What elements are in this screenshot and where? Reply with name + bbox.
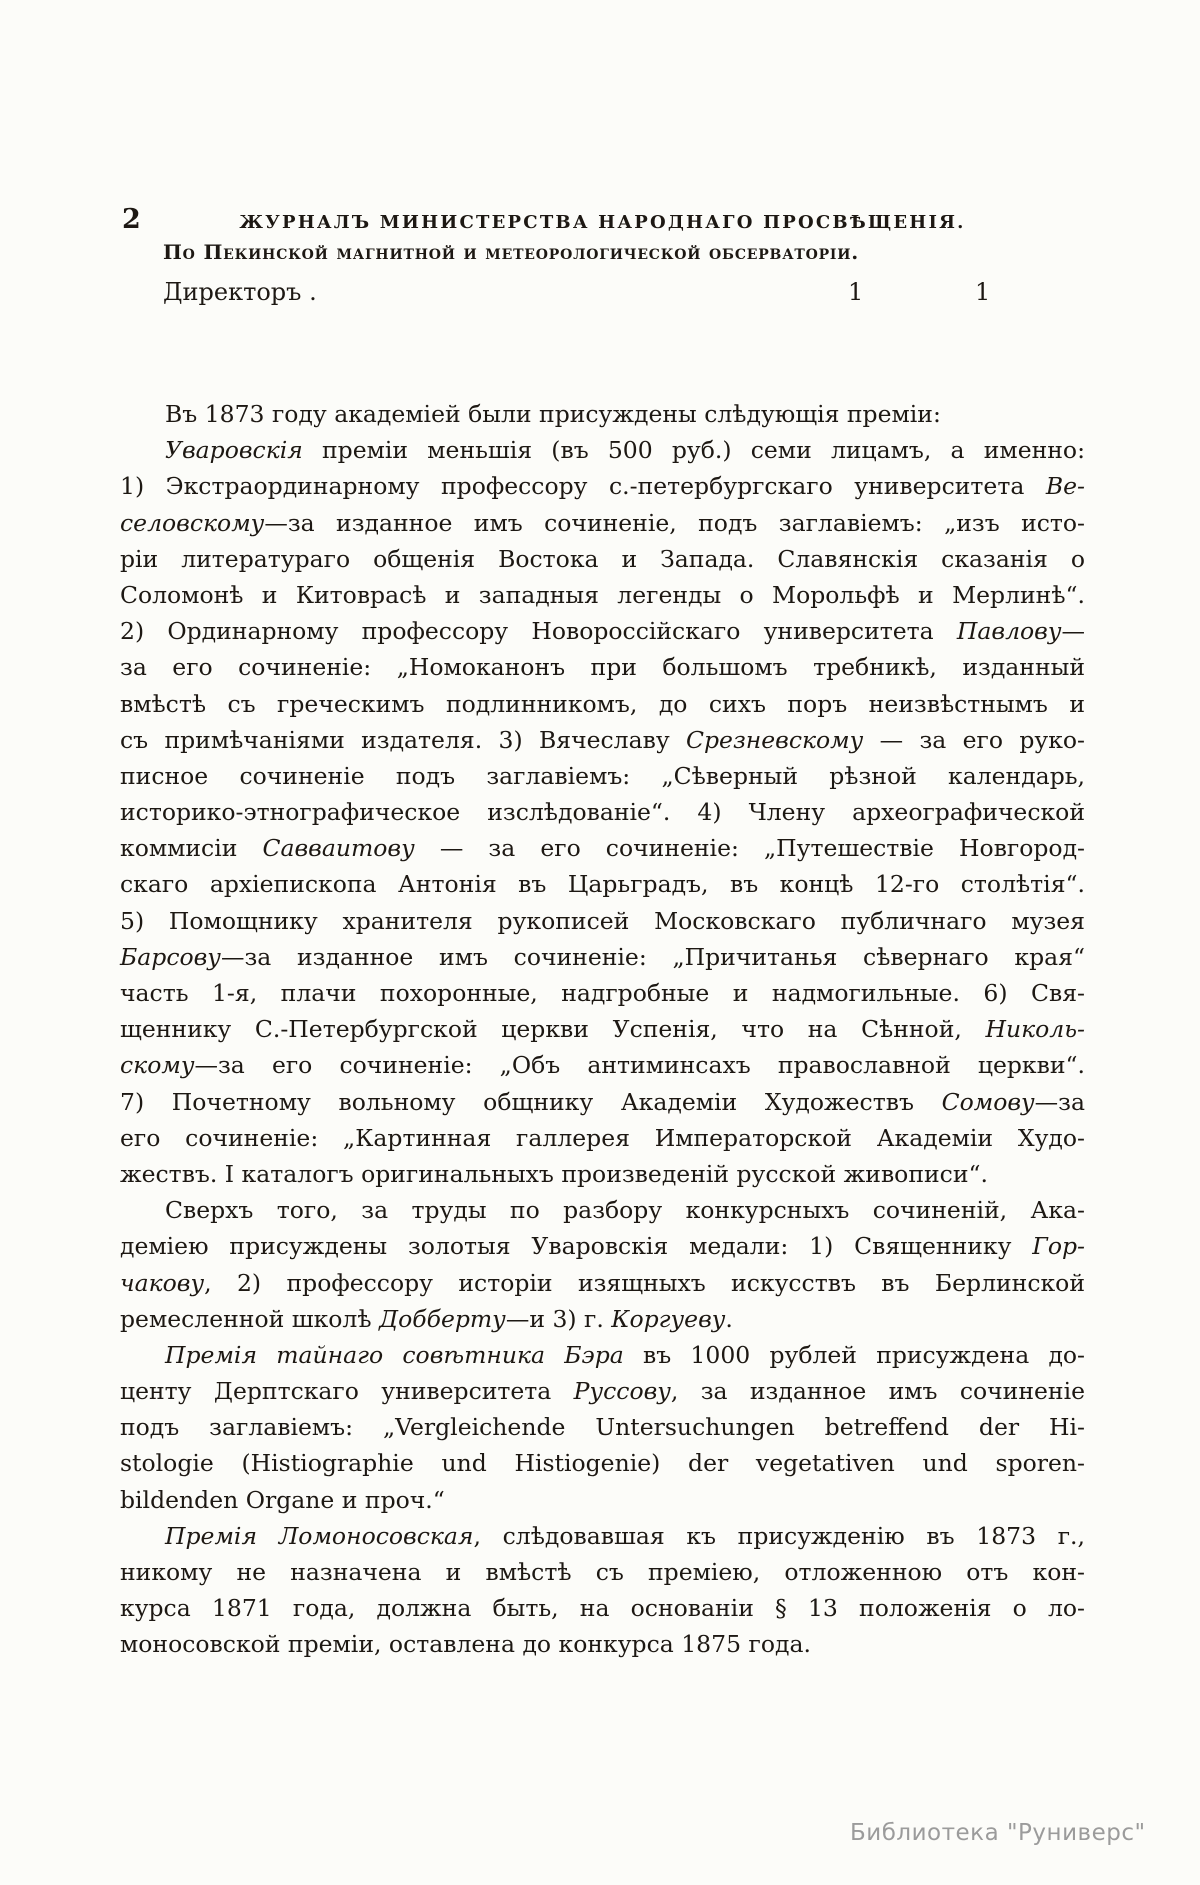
text-line <box>120 1265 1085 1301</box>
body-text-segment: съ примѣчаніями издателя. 3) Вячеславу <box>120 725 687 754</box>
italic-text: Премія тайнаго совѣтника Бэра <box>165 1340 624 1369</box>
body-text-segment: — за его руко- <box>863 725 1085 754</box>
body-text-segment: писное сочиненіе подъ заглавіемъ: „Сѣверный рѣзной календарь, <box>120 761 1085 790</box>
body-text-segment: , слѣдовавшая къ присужденію въ 1873 г., <box>473 1521 1085 1550</box>
text-line <box>120 1518 1085 1554</box>
text-line <box>120 1626 1085 1662</box>
text-line <box>120 396 1085 432</box>
text-line <box>120 577 1085 613</box>
text-line <box>120 1011 1085 1047</box>
italic-text: Савваитову <box>262 834 415 863</box>
body-text-segment: —за <box>1034 1087 1085 1116</box>
body-text-segment: въ 1000 рублей присуждена до- <box>623 1340 1085 1369</box>
body-text-segment: —и 3) г. <box>505 1304 612 1333</box>
body-text-segment: историко-этнографическое изслѣдованіе“. 4) Члену археографической <box>120 798 1085 827</box>
text-line <box>120 866 1085 902</box>
body-text-segment: жествъ. I каталогъ оригинальныхъ произведеній русской живописи“. <box>120 1159 988 1188</box>
body-text-segment: , за изданное имъ сочиненіе <box>670 1377 1085 1406</box>
body-text-segment: центу Дерптскаго университета <box>120 1377 574 1406</box>
body-text-segment: его сочиненіе: „Картинная галлерея Императорской Академіи Худо- <box>120 1123 1085 1152</box>
italic-text: Уваровскія <box>165 436 303 465</box>
italic-text: Ве- <box>1045 472 1085 501</box>
body-text-segment: 5) Помощнику хранителя рукописей Московскаго публичнаго музея <box>120 906 1085 935</box>
text-line <box>120 1590 1085 1626</box>
text-line <box>120 830 1085 866</box>
body-text-segment: никому не назначена и вмѣстѣ съ преміею, отложенною отъ кон- <box>120 1558 1085 1586</box>
text-line <box>120 1156 1085 1192</box>
italic-text: Руссову <box>573 1377 671 1406</box>
body-text-segment: деміею присуждены золотыя Уваровскія медали: 1) Священнику <box>120 1232 1033 1261</box>
body-text-segment: курса 1871 года, должна быть, на основаніи § 13 положенія о ло- <box>120 1594 1085 1623</box>
italic-text: Сомову <box>941 1087 1035 1116</box>
italic-text: Павлову <box>956 617 1062 646</box>
body-text-segment: ремесленной школѣ <box>120 1304 379 1333</box>
text-line <box>120 1084 1085 1120</box>
text-line <box>120 468 1085 504</box>
italic-text: Николь- <box>985 1015 1085 1044</box>
body-text-segment: bildenden Organe и проч.“ <box>120 1485 445 1514</box>
body-text-segment: вмѣстѣ съ греческимъ подлинникомъ, до сихъ поръ неизвѣстнымъ и <box>120 689 1085 718</box>
text-line <box>120 1228 1085 1264</box>
text-line <box>120 1301 1085 1337</box>
body-text-segment: скаго архіепископа Антонія въ Царьградъ, въ концѣ 12-го столѣтія“. <box>120 870 1085 899</box>
director-label: Директоръ . <box>163 278 317 306</box>
text-line <box>120 903 1085 939</box>
italic-text: Срезневскому <box>686 725 864 754</box>
text-line <box>120 505 1085 541</box>
text-line <box>120 541 1085 577</box>
body-text-segment: stologie (Histiographie und Histiogenie) der vegetativen und sporen- <box>120 1449 1085 1478</box>
text-line <box>120 1373 1085 1409</box>
text-line <box>120 1337 1085 1373</box>
director-value-2: 1 <box>975 278 991 306</box>
body-text-segment: Въ 1873 году академіей были присуждены слѣдующія преміи: <box>165 400 941 428</box>
italic-text: селовскому <box>120 508 265 537</box>
body-text-segment: моносовской преміи, оставлена до конкурса 1875 года. <box>120 1630 811 1659</box>
text-line <box>120 432 1085 468</box>
body-text-segment: ріи литератураго общенія Востока и Запада. Славянскія сказанія о <box>120 544 1085 573</box>
body-text-segment: —за изданное имъ сочиненіе, подъ заглавіемъ: „изъ исто- <box>264 508 1085 537</box>
text-line <box>120 1445 1085 1481</box>
body-text-segment: 1) Экстраординарному профессору с.-петербургскаго университета <box>120 472 1046 501</box>
text-line <box>120 686 1085 722</box>
body-text-segment: , 2) профессору исторіи изящныхъ искусствъ въ Берлинской <box>204 1268 1085 1297</box>
italic-text: чакову <box>120 1268 205 1297</box>
body-text-segment: Сверхъ того, за труды по разбору конкурсныхъ сочиненій, Ака- <box>165 1196 1085 1225</box>
text-line <box>120 794 1085 830</box>
text-line <box>120 1482 1085 1518</box>
italic-text: Барсову <box>120 942 221 971</box>
director-row <box>163 278 1085 307</box>
text-line <box>120 939 1085 975</box>
body-text-segment: Соломонѣ и Китоврасѣ и западныя легенды о Морольфѣ и Мерлинѣ“. <box>120 580 1085 609</box>
library-watermark: Библиотека "Руниверс" <box>850 1820 1146 1846</box>
italic-text: скому <box>120 1051 195 1080</box>
body-text-segment: подъ заглавіемъ: „Vergleichende Untersuchungen betreffend der Hi- <box>120 1413 1085 1442</box>
body-text-segment: —за его сочиненіе: „Объ антиминсахъ православной церкви“. <box>194 1051 1085 1080</box>
body-text-segment: . <box>725 1304 733 1333</box>
text-line <box>120 1047 1085 1083</box>
body-text-segment: преміи меньшія (въ 500 руб.) семи лицамъ, а именно: <box>302 436 1085 465</box>
italic-text: Премія Ломоносовская <box>165 1521 474 1550</box>
italic-text: Коргуеву <box>611 1304 726 1333</box>
body-text <box>120 396 1085 1663</box>
text-line <box>120 649 1085 685</box>
text-line <box>120 975 1085 1011</box>
body-text-segment: коммисіи <box>120 834 263 863</box>
text-line <box>120 1409 1085 1445</box>
page-number: 2 <box>122 204 141 235</box>
body-text-segment: — за его сочиненіе: „Путешествіе Новгород- <box>414 834 1085 863</box>
body-text-segment: —за изданное имъ сочиненіе: „Причитанья сѣвернаго края“ <box>220 942 1085 971</box>
text-line <box>120 1120 1085 1156</box>
section-heading: По Пекинской магнитной и метеорологической обсерваторіи. <box>163 240 860 264</box>
text-line <box>120 1554 1085 1590</box>
italic-text: Добберту <box>379 1304 506 1333</box>
body-text-segment: часть 1-я, плачи похоронные, надгробные и надмогильные. 6) Свя- <box>120 979 1085 1007</box>
running-head: ЖУРНАЛЪ МИНИСТЕРСТВА НАРОДНАГО ПРОСВѢЩЕНІЯ. <box>239 212 966 233</box>
text-line <box>120 613 1085 649</box>
body-text-segment: — <box>1061 617 1085 646</box>
text-line <box>120 722 1085 758</box>
body-text-segment: за его сочиненіе: „Номоканонъ при большомъ требникѣ, изданный <box>120 653 1085 682</box>
text-line <box>120 1192 1085 1228</box>
body-text-segment: 2) Ординарному профессору Новороссійскаго университета <box>120 617 957 646</box>
body-text-segment: щеннику С.-Петербургской церкви Успенія, что на Сѣнной, <box>120 1015 986 1044</box>
text-line <box>120 758 1085 794</box>
body-text-segment: 7) Почетному вольному общнику Академіи Художествъ <box>120 1087 942 1116</box>
director-value-1: 1 <box>848 278 864 306</box>
italic-text: Гор- <box>1032 1232 1085 1261</box>
